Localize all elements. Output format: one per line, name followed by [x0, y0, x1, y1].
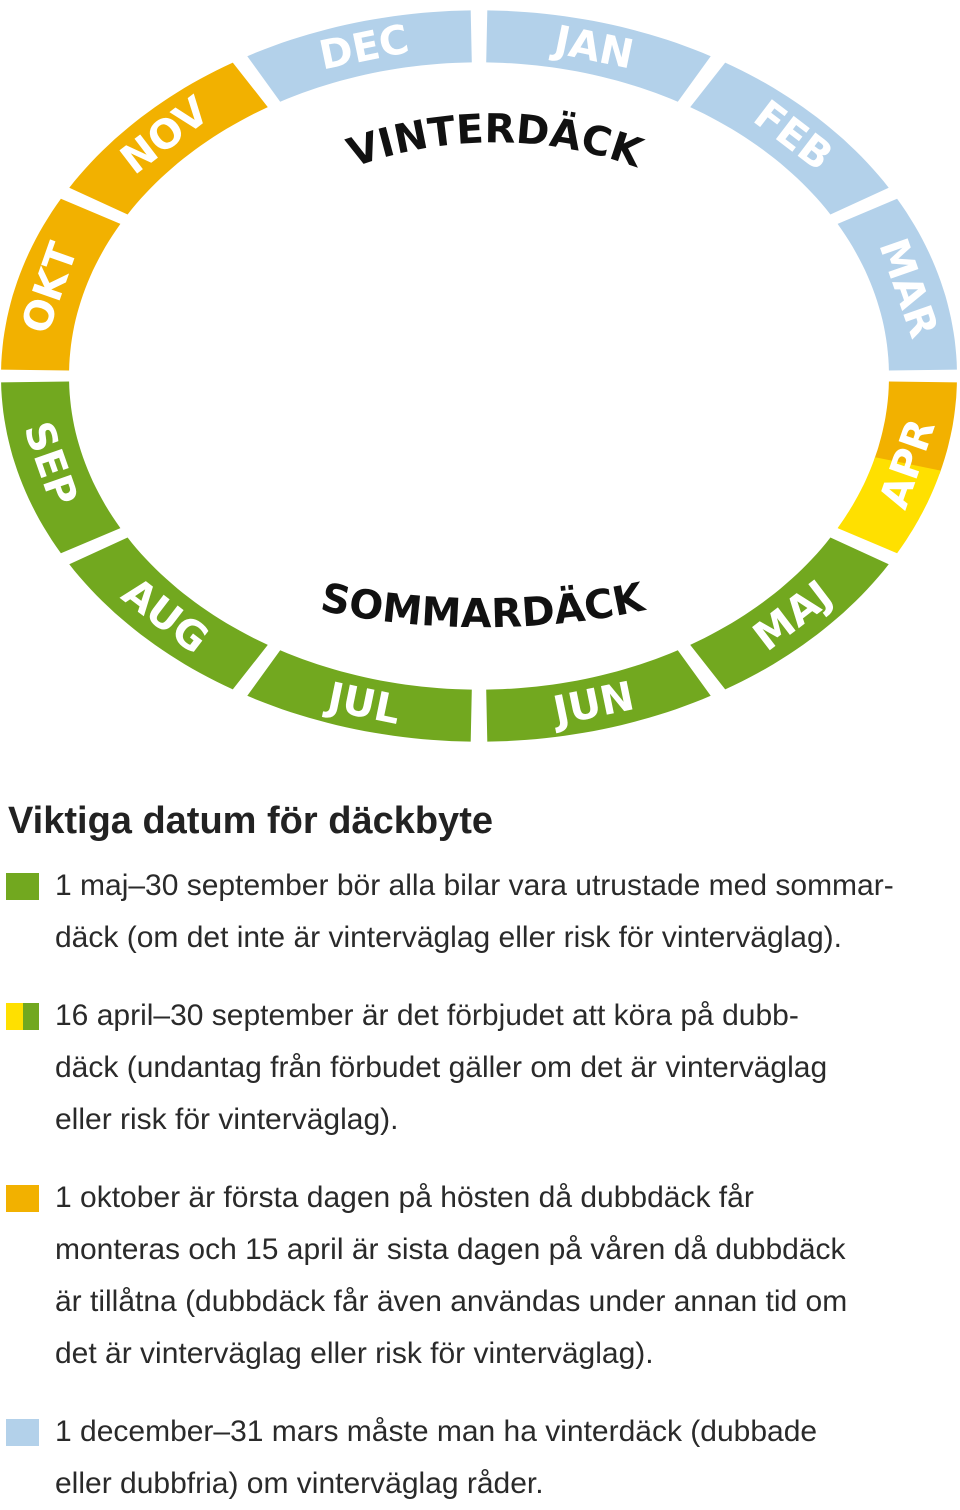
month-label-feb: FEB — [745, 91, 841, 180]
month-label-aug: AUG — [113, 569, 217, 664]
light-blue-swatch — [6, 1419, 39, 1446]
month-label-sep: SEP — [14, 415, 86, 512]
month-label-nov: NOV — [112, 87, 218, 184]
orange-swatch — [6, 1185, 39, 1212]
month-label-maj: MAJ — [745, 571, 841, 661]
legend-title: Viktiga datum för däckbyte — [8, 800, 493, 842]
yellow-green-swatch — [6, 1003, 39, 1030]
legend-text: 16 april–30 september är det förbjudet att köra på dubb- däck (undantag från förbudet gäller om det är vinterväglag eller risk för vinterväglag). — [55, 999, 828, 1136]
legend-text: 1 december–31 mars måste man ha vinterdäck (dubbade eller dubbfria) om vinterväglag råder. — [55, 1415, 818, 1500]
month-label-apr: APR — [871, 413, 945, 515]
month-label-jul: JUL — [323, 674, 405, 734]
month-label-jan: JAN — [550, 17, 638, 79]
green-swatch — [6, 873, 39, 900]
legend-text: 1 oktober är första dagen på hösten då dubbdäck får monteras och 15 april är sista dagen på våren då dubbdäck är tillåtna (dubbdäck får även användas under annan tid om det är vinterväglag eller risk för vinterväglag). — [55, 1181, 848, 1370]
summer-tires-label: SOMMARDÄCK — [317, 574, 648, 638]
month-label-okt: OKT — [13, 236, 88, 340]
month-label-dec: DEC — [315, 16, 413, 80]
month-label-jun: JUN — [549, 673, 639, 735]
winter-tires-label: VINTERDÄCK — [341, 106, 649, 177]
month-label-mar: MAR — [869, 232, 947, 344]
legend-text: 1 maj–30 september bör alla bilar vara utrustade med sommar- däck (om det inte är vinterväglag eller risk för vinterväglag). — [55, 869, 894, 954]
